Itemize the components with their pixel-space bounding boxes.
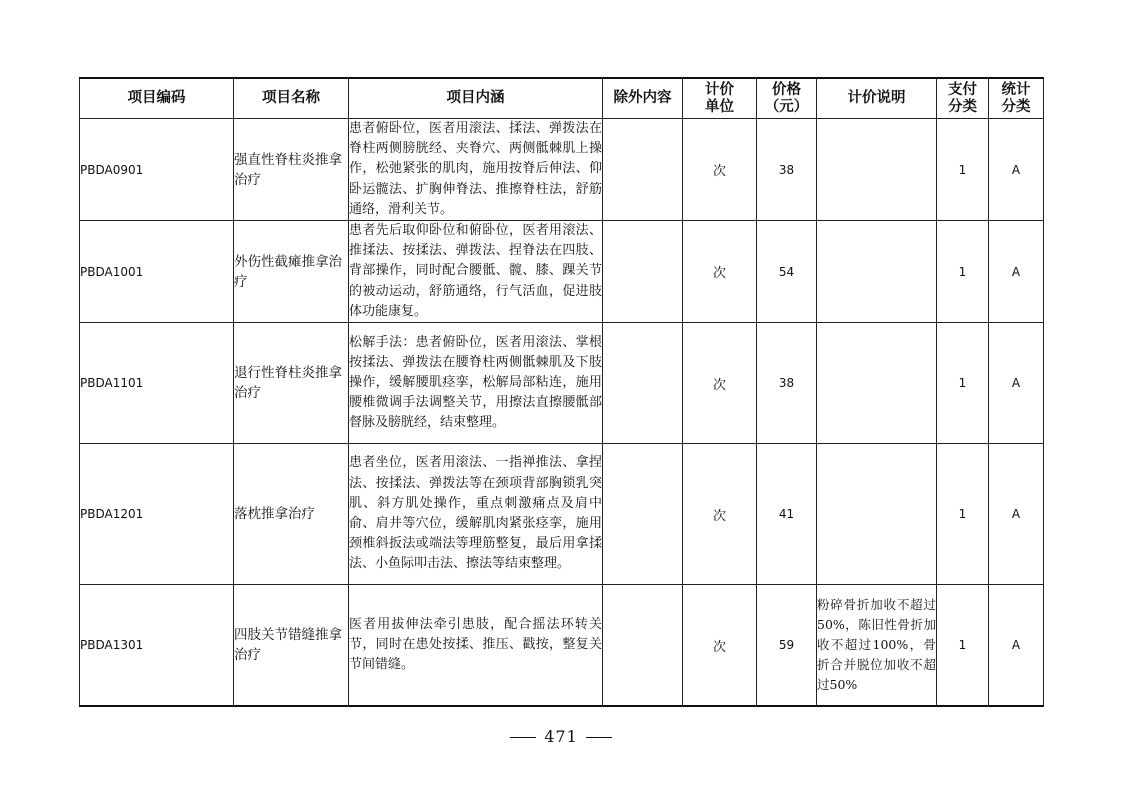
- header-pay: [937, 78, 989, 119]
- cell-name: 外伤性截瘫推拿治疗: [234, 221, 349, 323]
- table-row: [80, 444, 1044, 585]
- header-stat-line1: 统计: [1001, 81, 1031, 98]
- cell-unit: 次: [683, 221, 757, 323]
- page-number-dash-right: [586, 737, 612, 738]
- cell-note: [817, 444, 937, 585]
- cell-name: 强直性脊柱炎推拿治疗: [234, 119, 349, 221]
- cell-content: 患者俯卧位，医者用滚法、揉法、弹拨法在脊柱两侧膀胱经、夹脊穴、两侧骶棘肌上操作，松弛紧张的肌肉，施用按脊后伸法、仰卧运髋法、扩胸伸脊法、推擦脊柱法，舒筋通络，滑利关节。: [349, 119, 603, 221]
- cell-code: PBDA0901: [80, 119, 234, 221]
- cell-unit: 次: [683, 323, 757, 444]
- cell-pay: 1: [937, 323, 989, 444]
- cell-excluded: [603, 221, 683, 323]
- table-row: [80, 119, 1044, 221]
- cell-unit: 次: [683, 119, 757, 221]
- table-header-row: [80, 78, 1044, 119]
- cell-price: 38: [757, 323, 817, 444]
- cell-name: 落枕推拿治疗: [234, 444, 349, 585]
- page-number-dash-left: [510, 737, 536, 738]
- cell-name: 退行性脊柱炎推拿治疗: [234, 323, 349, 444]
- header-price: [757, 78, 817, 119]
- cell-stat: A: [989, 221, 1044, 323]
- cell-unit: 次: [683, 444, 757, 585]
- table-row: [80, 585, 1044, 707]
- cell-price: 54: [757, 221, 817, 323]
- page-number: [0, 727, 1122, 746]
- cell-excluded: [603, 323, 683, 444]
- cell-note: [817, 221, 937, 323]
- table-row: [80, 221, 1044, 323]
- header-pay-line1: 支付: [948, 81, 977, 98]
- cell-code: PBDA1001: [80, 221, 234, 323]
- cell-price: 41: [757, 444, 817, 585]
- cell-excluded: [603, 585, 683, 707]
- cell-excluded: [603, 119, 683, 221]
- cell-code: PBDA1201: [80, 444, 234, 585]
- cell-price: 38: [757, 119, 817, 221]
- header-pay-line2: 分类: [948, 98, 977, 115]
- header-excluded: 除外内容: [603, 78, 683, 119]
- header-unit: [683, 78, 757, 119]
- cell-content: 医者用拔伸法牵引患肢，配合摇法环转关节，同时在患处按揉、推压、戳按，整复关节间错缝。: [349, 585, 603, 707]
- header-stat-line2: 分类: [1001, 98, 1031, 115]
- cell-unit: 次: [683, 585, 757, 707]
- header-price-line1: 价格: [772, 81, 801, 98]
- cell-note: 粉碎骨折加收不超过50%，陈旧性骨折加收不超过100%，骨折合并脱位加收不超过50%: [817, 585, 937, 707]
- cell-pay: 1: [937, 585, 989, 707]
- cell-name: 四肢关节错缝推拿治疗: [234, 585, 349, 707]
- table-row: [80, 323, 1044, 444]
- header-content: 项目内涵: [349, 78, 603, 119]
- cell-stat: A: [989, 444, 1044, 585]
- cell-excluded: [603, 444, 683, 585]
- header-stat: [989, 78, 1044, 119]
- cell-content: 松解手法：患者俯卧位，医者用滚法、掌根按揉法、弹拨法在腰脊柱两侧骶棘肌及下肢操作，缓解腰肌痉挛，松解局部粘连，施用腰椎微调手法调整关节，用擦法直擦腰骶部督脉及膀胱经，结束整理。: [349, 323, 603, 444]
- header-name: 项目名称: [234, 78, 349, 119]
- cell-pay: 1: [937, 444, 989, 585]
- cell-price: 59: [757, 585, 817, 707]
- cell-stat: A: [989, 585, 1044, 707]
- header-unit-line1: 计价: [705, 81, 734, 98]
- cell-code: PBDA1101: [80, 323, 234, 444]
- cell-content: 患者先后取仰卧位和俯卧位，医者用滚法、推揉法、按揉法、弹拨法、捏脊法在四肢、背部操作，同时配合腰骶、髋、膝、踝关节的被动运动，舒筋通络，行气活血，促进肢体功能康复。: [349, 221, 603, 323]
- cell-content: 患者坐位，医者用滚法、一指禅推法、拿捏法、按揉法、弹拨法等在颈项背部胸锁乳突肌、斜方肌处操作，重点刺激痛点及肩中俞、肩井等穴位，缓解肌肉紧张痉挛，施用颈椎斜扳法或端法等理筋整复，最后用拿揉法、小鱼际叩击法、擦法等结束整理。: [349, 444, 603, 585]
- pricing-table: [79, 77, 1044, 707]
- header-unit-line2: 单位: [705, 98, 734, 115]
- header-code: 项目编码: [80, 78, 234, 119]
- page-number-text: 471: [544, 727, 578, 746]
- cell-code: PBDA1301: [80, 585, 234, 707]
- cell-stat: A: [989, 119, 1044, 221]
- cell-pay: 1: [937, 221, 989, 323]
- cell-stat: A: [989, 323, 1044, 444]
- header-note: 计价说明: [817, 78, 937, 119]
- cell-pay: 1: [937, 119, 989, 221]
- cell-note: [817, 323, 937, 444]
- header-price-line2: （元）: [764, 98, 809, 115]
- cell-note: [817, 119, 937, 221]
